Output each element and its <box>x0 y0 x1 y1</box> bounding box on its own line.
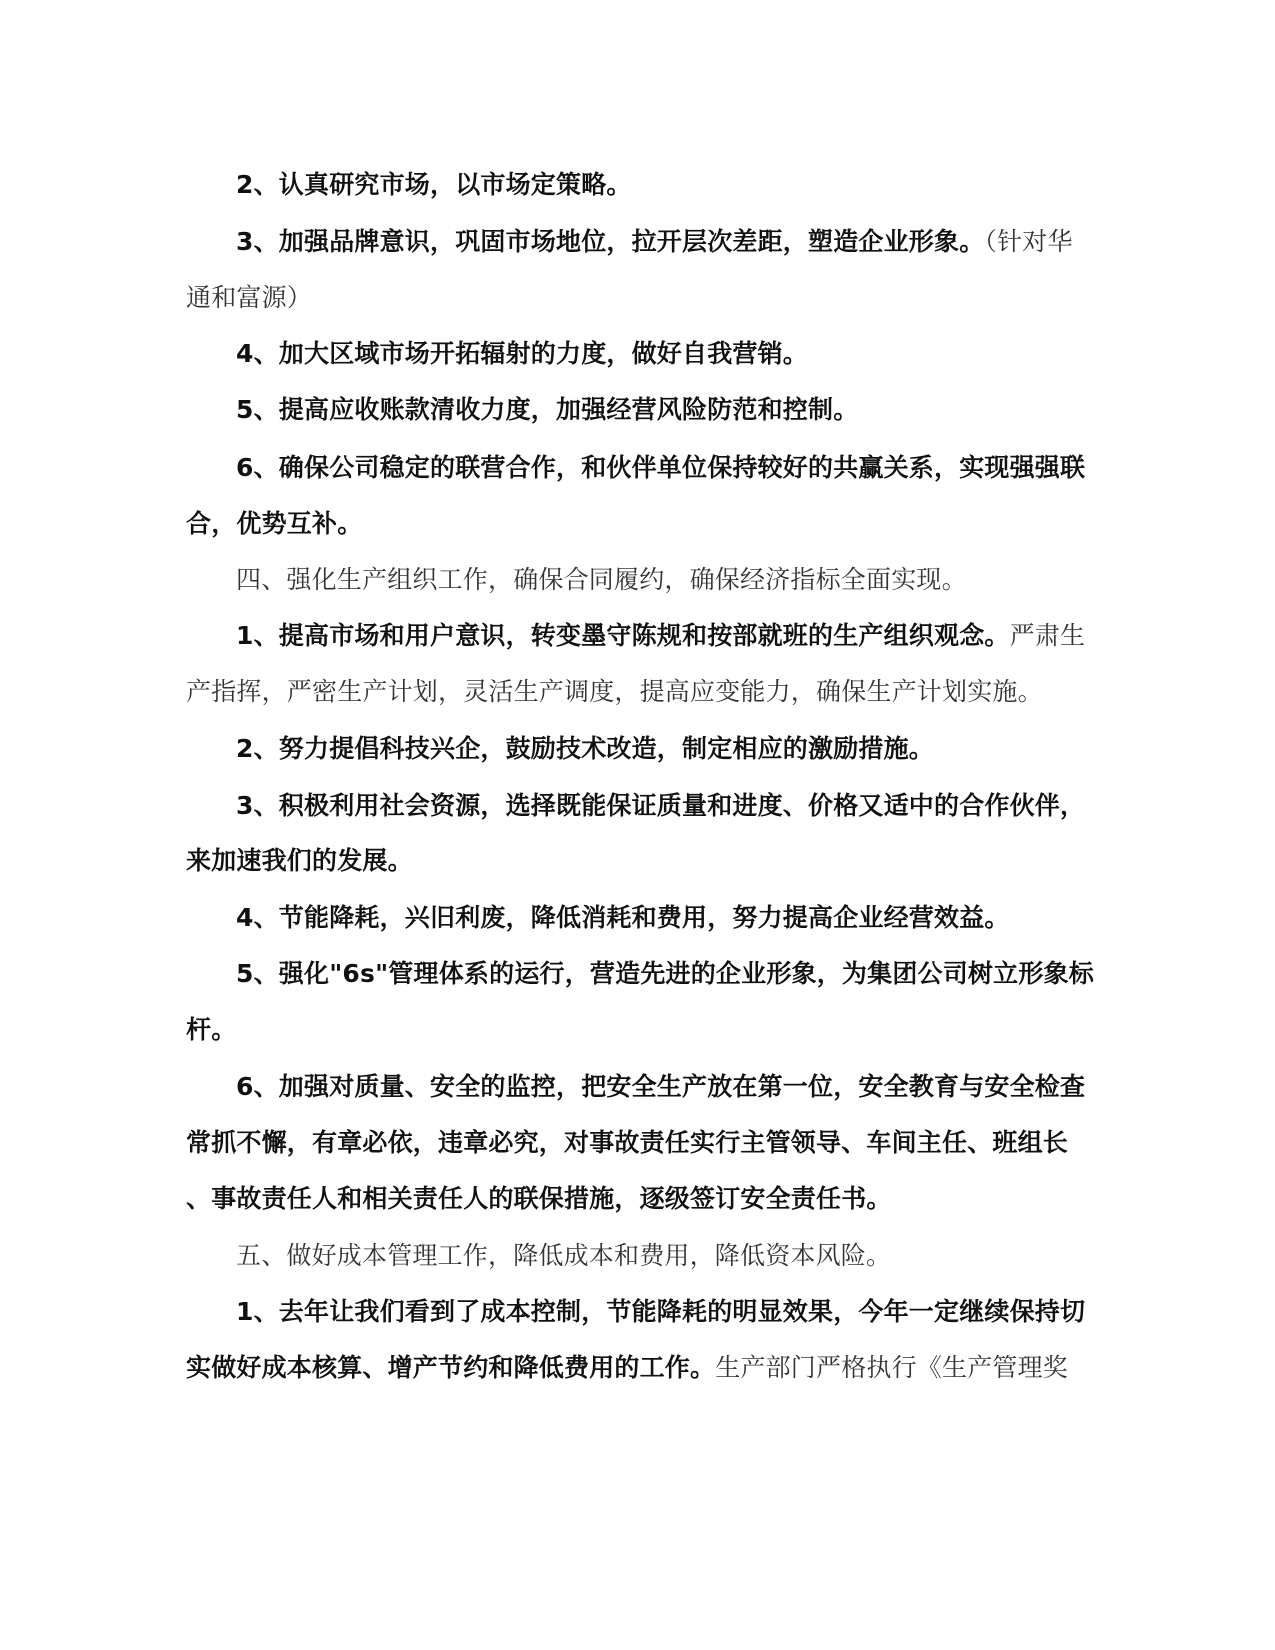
bold-text: 来加速我们的发展。 <box>186 846 413 875</box>
normal-text: 五、做好成本管理工作，降低成本和费用，降低资本风险。 <box>236 1241 892 1270</box>
paragraph-line <box>236 337 808 372</box>
bold-text: 3、积极利用社会资源，选择既能保证质量和进度、价格又适中的合作伙伴， <box>236 791 1086 820</box>
paragraph-line <box>186 507 362 542</box>
bold-text: 6、确保公司稳定的联营合作，和伙伴单位保持较好的共赢关系，实现强强联 <box>236 453 1086 482</box>
normal-text: 四、强化生产组织工作，确保合同履约，确保经济指标全面实现。 <box>236 565 967 594</box>
paragraph-line <box>236 732 934 767</box>
bold-text: 1、去年让我们看到了成本控制，节能降耗的明显效果，今年一定继续保持切 <box>236 1297 1086 1326</box>
bold-text: 2、认真研究市场，以市场定策略。 <box>236 170 632 199</box>
paragraph-line <box>186 1182 892 1217</box>
bold-text: 2、努力提倡科技兴企，鼓励技术改造，制定相应的激励措施。 <box>236 734 934 763</box>
paragraph-line <box>236 168 632 203</box>
paragraph-line <box>236 957 1094 992</box>
paragraph-line <box>236 225 1073 260</box>
bold-text: 杆。 <box>186 1015 237 1044</box>
paragraph-line <box>236 619 1085 654</box>
paragraph-line <box>186 281 312 316</box>
section-heading <box>236 563 967 598</box>
bold-text: 合，优势互补。 <box>186 509 363 538</box>
paragraph-line <box>236 1295 1085 1330</box>
paragraph-line <box>186 1351 1068 1386</box>
section-heading <box>236 1239 891 1274</box>
normal-text: （针对华 <box>984 227 1073 256</box>
bold-text: 4、加大区域市场开拓辐射的力度，做好自我营销。 <box>236 339 808 368</box>
bold-text: 1、提高市场和用户意识，转变墨守陈规和按部就班的生产组织观念。 <box>236 621 1010 650</box>
paragraph-line <box>236 901 1010 936</box>
bold-text: 4、节能降耗，兴旧利废，降低消耗和费用，努力提高企业经营效益。 <box>236 903 1010 932</box>
bold-text: 5、提高应收账款清收力度，加强经营风险防范和控制。 <box>236 395 859 424</box>
paragraph-line <box>236 451 1085 486</box>
paragraph-line <box>236 393 858 428</box>
normal-text: 产指挥，严密生产计划，灵活生产调度，提高应变能力，确保生产计划实施。 <box>186 677 1043 706</box>
paragraph-line <box>186 675 1043 710</box>
bold-text: 3、加强品牌意识，巩固市场地位，拉开层次差距，塑造企业形象。 <box>236 227 985 256</box>
bold-text: 常抓不懈，有章必依，违章必究，对事故责任实行主管领导、车间主任、班组长 <box>186 1128 1069 1157</box>
normal-text: 通和富源） <box>186 283 313 312</box>
normal-text: 严肃生 <box>1009 621 1086 650</box>
bold-text: 、事故责任人和相关责任人的联保措施，逐级签订安全责任书。 <box>186 1184 892 1213</box>
paragraph-line <box>186 1126 1068 1161</box>
paragraph-line <box>236 789 1085 824</box>
bold-text: 5、强化"6s"管理体系的运行，营造先进的企业形象，为集团公司树立形象标 <box>236 959 1094 988</box>
bold-text: 实做好成本核算、增产节约和降低费用的工作。 <box>186 1353 716 1382</box>
paragraph-line <box>186 1013 236 1048</box>
bold-text: 6、加强对质量、安全的监控，把安全生产放在第一位，安全教育与安全检查 <box>236 1072 1086 1101</box>
normal-text: 生产部门严格执行《生产管理奖 <box>715 1353 1069 1382</box>
paragraph-line <box>236 1070 1085 1105</box>
paragraph-line <box>186 844 413 879</box>
